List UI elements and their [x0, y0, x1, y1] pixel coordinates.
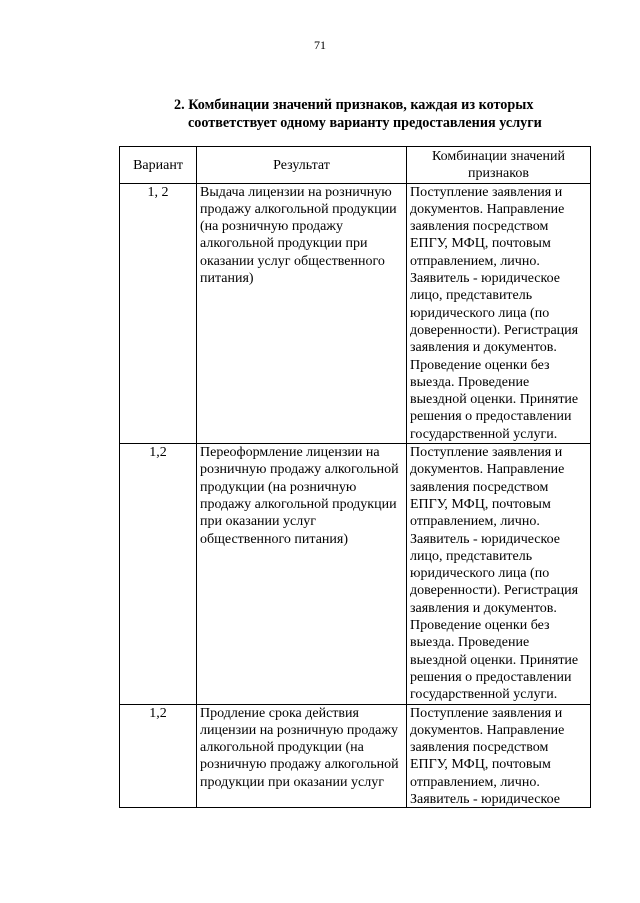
cell-result: [197, 704, 407, 807]
table-header-row: [120, 147, 591, 184]
cell-combination-text: Поступление заявления и документов. Направление заявления посредством ЕПГУ, МФЦ, почтовым отправлением, лично. Заявитель - юридическое: [410, 705, 565, 807]
cell-variant: 1, 2: [120, 183, 197, 443]
header-result: Результат: [197, 147, 407, 184]
page-number: 71: [314, 38, 326, 52]
section-heading: [174, 96, 594, 132]
cell-variant: 1,2: [120, 444, 197, 704]
cell-variant-text: 1,2: [149, 705, 167, 721]
cell-result-text: Продление срока действия лицензии на розничную продажу алкогольной продукции (на розничную продажу алкогольной продукции при оказании услуг: [200, 705, 399, 790]
header-combinations: Комбинации значений признаков: [407, 147, 591, 184]
cell-result: Выдача лицензии на розничную продажу алкогольной продукции (на розничную продажу алкогольной продукции при оказании услуг общественного питания): [197, 183, 407, 443]
header-variant: Вариант: [120, 147, 197, 184]
cell-variant: [120, 704, 197, 807]
variants-table: [119, 146, 591, 808]
table-row: [120, 183, 591, 443]
cell-combination: Поступление заявления и документов. Направление заявления посредством ЕПГУ, МФЦ, почтовым отправлением, лично. Заявитель - юридическое лицо, представитель юридического лица (по доверенности). Регистрация заявления и документов. Проведение оценки без выезда. Проведение выездной оценки. Принятие решения о предоставлении государственной услуги.: [407, 444, 591, 704]
cell-combination: Поступление заявления и документов. Направление заявления посредством ЕПГУ, МФЦ, почтовым отправлением, лично. Заявитель - юридическое лицо, представитель юридического лица (по доверенности). Регистрация заявления и документов. Проведение оценки без выезда. Проведение выездной оценки. Принятие решения о предоставлении государственной услуги.: [407, 183, 591, 443]
table-row: [120, 704, 591, 807]
table-row: [120, 444, 591, 704]
section-heading-line-2: соответствует одному варианту предоставления услуги: [188, 115, 542, 131]
cell-result: Переоформление лицензии на розничную продажу алкогольной продукции (на розничную продажу алкогольной продукции при оказании услуг общественного питания): [197, 444, 407, 704]
cell-combination: [407, 704, 591, 807]
section-heading-line-1: 2. Комбинации значений признаков, каждая из которых: [174, 97, 534, 113]
